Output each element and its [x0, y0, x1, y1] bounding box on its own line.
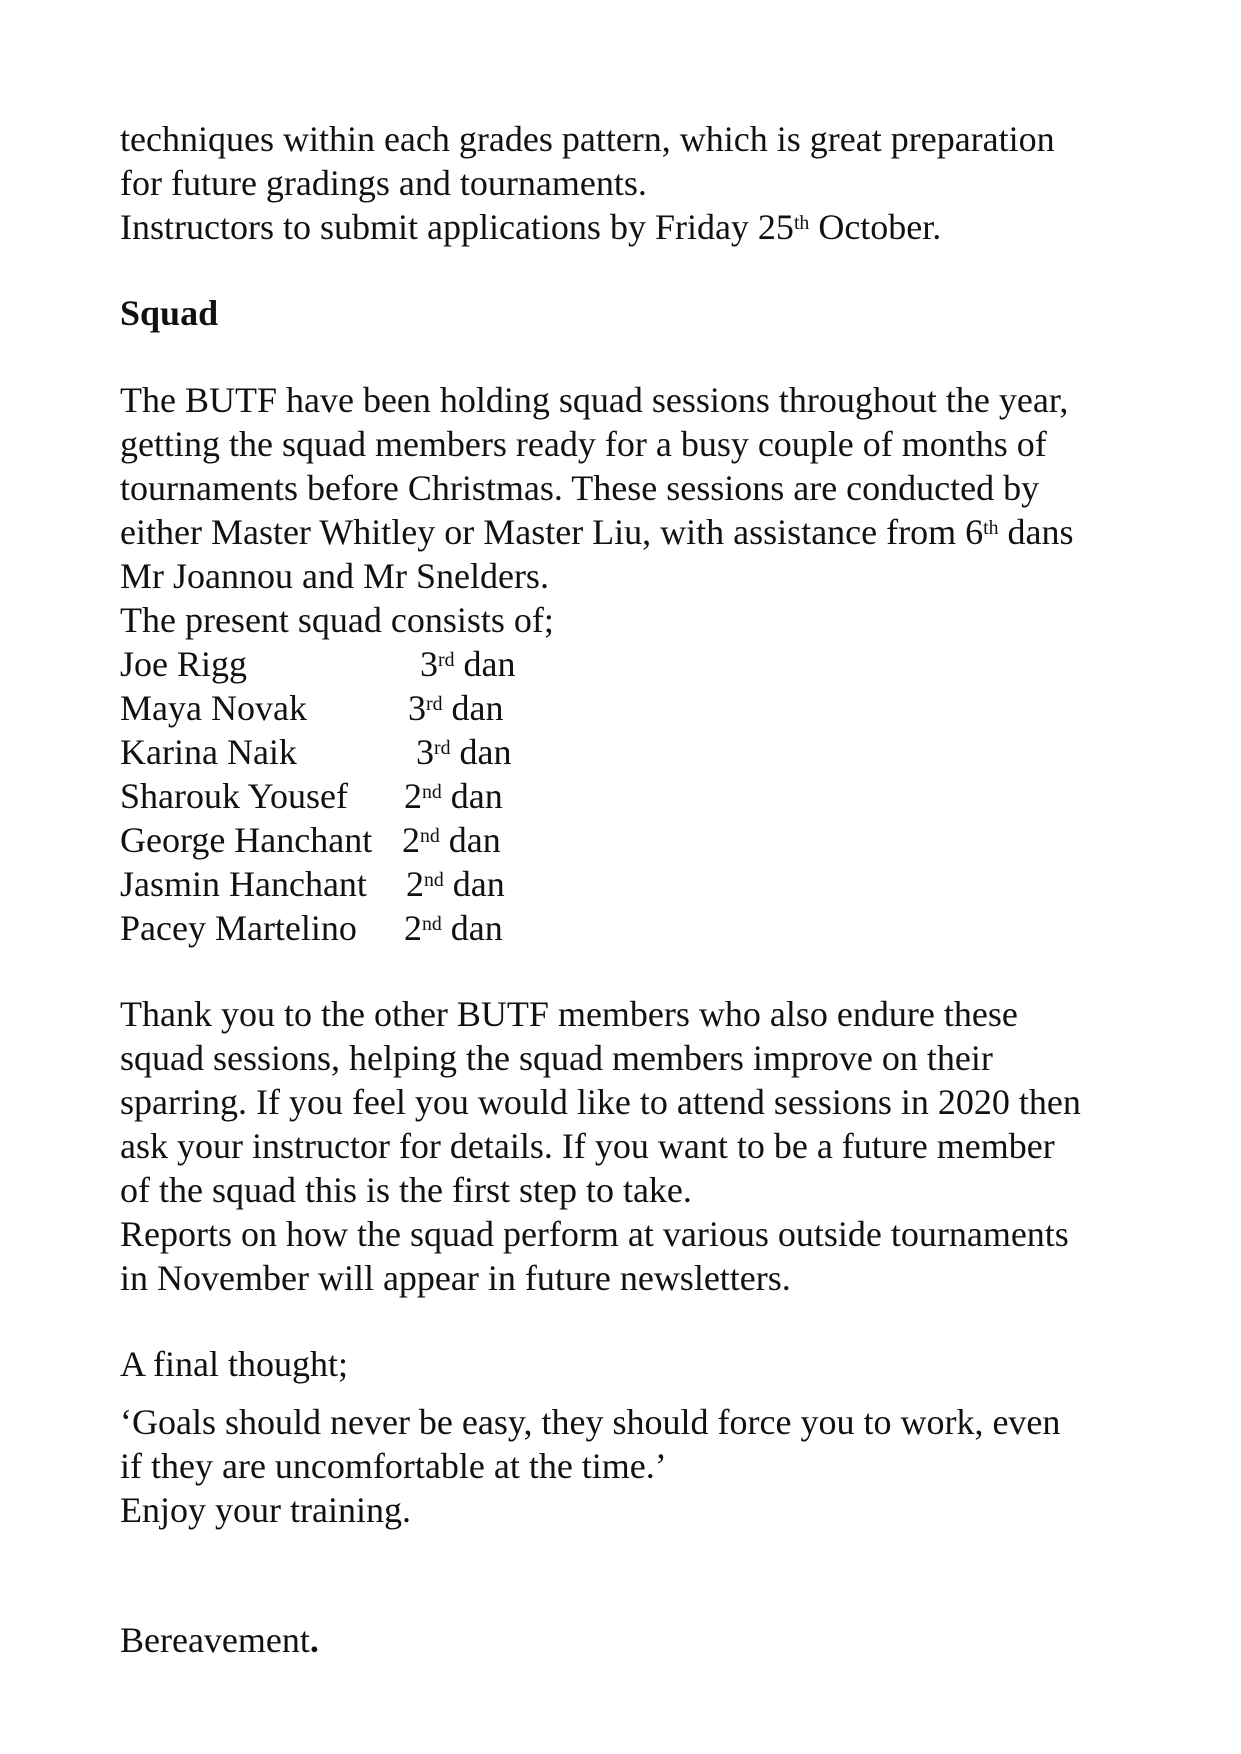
intro-line-3-text: Instructors to submit applications by Friday 25 — [120, 207, 794, 247]
squad-para2-line-5: of the squad this is the first step to take. — [120, 1170, 692, 1210]
member-grade: 3rd dan — [408, 688, 504, 728]
squad-para1-line-2: getting the squad members ready for a busy couple of months of — [120, 424, 1047, 464]
member-name: Maya Novak — [120, 688, 307, 728]
squad-heading: Squad — [120, 293, 219, 333]
squad-para1-line-3: tournaments before Christmas. These sessions are conducted by — [120, 468, 1040, 508]
enjoy-training: Enjoy your training. — [120, 1490, 411, 1530]
bereavement-heading — [120, 1618, 319, 1662]
member-grade: 3rd dan — [420, 644, 516, 684]
member-grade: 3rd dan — [416, 732, 512, 772]
final-quote-line-1: ‘Goals should never be easy, they should force you to work, even — [120, 1402, 1061, 1442]
ordinal-suffix: th — [983, 517, 999, 540]
member-name: Sharouk Yousef — [120, 776, 349, 816]
bereavement-dot: . — [309, 1620, 319, 1660]
squad-para2-line-4: ask your instructor for details. If you want to be a future member — [120, 1126, 1055, 1166]
member-grade: 2nd dan — [406, 864, 505, 904]
squad-para2-line-3: sparring. If you feel you would like to attend sessions in 2020 then — [120, 1082, 1081, 1122]
ordinal-suffix: th — [793, 212, 810, 235]
squad-para1-line-4 — [120, 510, 1074, 554]
squad-para1-line-4-tail: dans — [998, 512, 1074, 552]
squad-para3-line-2: in November will appear in future newsletters. — [120, 1258, 791, 1298]
bereavement-text: Bereavement — [120, 1620, 310, 1660]
member-grade: 2nd dan — [404, 908, 503, 948]
final-thought-intro: A final thought; — [120, 1344, 348, 1384]
member-name: George Hanchant — [120, 820, 373, 860]
squad-para1-line-4-text: either Master Whitley or Master Liu, with assistance from 6 — [120, 512, 984, 552]
final-quote-line-2: if they are uncomfortable at the time.’ — [120, 1446, 667, 1486]
member-grade: 2nd dan — [404, 776, 503, 816]
member-name: Pacey Martelino — [120, 908, 357, 948]
squad-consists-line: The present squad consists of; — [120, 600, 554, 640]
squad-para1-line-5: Mr Joannou and Mr Snelders. — [120, 556, 549, 596]
intro-line-3 — [120, 205, 941, 249]
member-name: Jasmin Hanchant — [120, 864, 367, 904]
squad-para2-line-1: Thank you to the other BUTF members who also endure these — [120, 994, 1018, 1034]
squad-para2-line-2: squad sessions, helping the squad members improve on their — [120, 1038, 993, 1078]
intro-line-3-tail: October. — [809, 207, 942, 247]
squad-para1-line-1: The BUTF have been holding squad sessions throughout the year, — [120, 380, 1069, 420]
member-name: Joe Rigg — [120, 644, 248, 684]
member-grade: 2nd dan — [402, 820, 501, 860]
intro-line-1: techniques within each grades pattern, which is great preparation — [120, 119, 1055, 159]
squad-para3-line-1: Reports on how the squad perform at various outside tournaments — [120, 1214, 1069, 1254]
intro-line-2: for future gradings and tournaments. — [120, 163, 647, 203]
member-name: Karina Naik — [120, 732, 297, 772]
